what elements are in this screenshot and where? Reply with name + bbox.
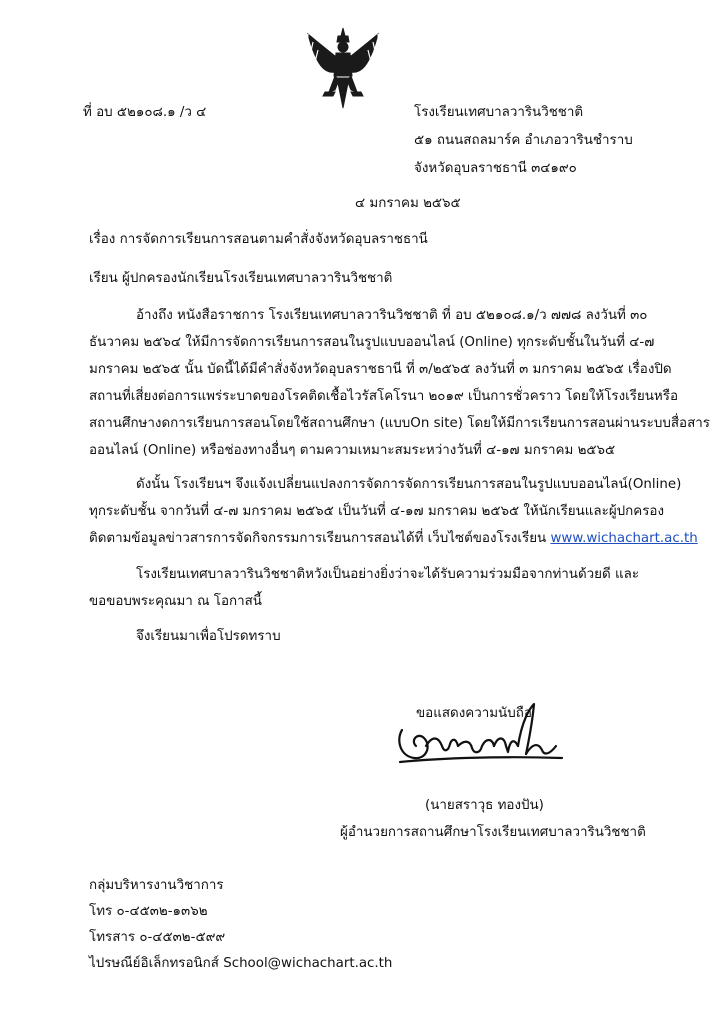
department-name: กลุ่มบริหารงานวิชาการ <box>89 878 224 893</box>
school-name: โรงเรียนเทศบาลวารินวิชชาติ <box>414 105 584 120</box>
school-address-line-1: ๕๑ ถนนสถลมาร์ค อำเภอวารินชำราบ <box>414 133 633 148</box>
signer-title: ผู้อำนวยการสถานศึกษาโรงเรียนเทศบาลวารินวิชชาติ <box>340 825 646 840</box>
signature <box>392 700 568 796</box>
paragraph-2-line-3 <box>89 529 698 549</box>
paragraph-1-line-4: สถานที่เสี่ยงต่อการแพร่ระบาดของโรคติดเชื้อไวรัสโคโรนา ๒๐๑๙ เป็นการชั่วคราว โดยให้โรงเรียนหรือ <box>89 389 678 404</box>
paragraph-1-line-3: มกราคม ๒๕๖๕ นั้น บัดนี้ได้มีคำสั่งจังหวัดอุบลราชธานี ที่ ๓/๒๕๖๕ ลงวันที่ ๓ มกราคม ๒๕๖๕ เรื่องปิด <box>89 362 672 377</box>
contact-email: ไปรษณีย์อิเล็กทรอนิกส์ School@wichachart.ac.th <box>89 956 393 971</box>
phone-number: โทร ๐-๔๕๓๒-๑๓๖๒ <box>89 904 208 919</box>
garuda-emblem <box>305 26 381 110</box>
letter-date: ๔ มกราคม ๒๕๖๕ <box>355 196 461 211</box>
paragraph-1-line-5: สถานศึกษางดการเรียนการสอนโดยใช้สถานศึกษา (แบบOn site) โดยให้มีการเรียนการสอนผ่านระบบสื่อสาร <box>89 416 710 431</box>
regards-line: ขอแสดงความนับถือ <box>416 706 532 721</box>
paragraph-2-line-3-text: ติดตามข้อมูลข่าวสารการจัดกิจกรรมการเรียนการสอนได้ที่ เว็บไซต์ของโรงเรียน <box>89 531 551 546</box>
paragraph-1-line-2: ธันวาคม ๒๕๖๔ ให้มีการจัดการเรียนการสอนในรูปแบบออนไลน์ (Online) ทุกระดับชั้นในวันที่ ๔-๗ <box>89 335 655 350</box>
fax-number: โทรสาร ๐-๔๕๓๒-๕๙๙ <box>89 930 226 945</box>
paragraph-2-line-2: ทุกระดับชั้น จากวันที่ ๔-๗ มกราคม ๒๕๖๕ เป็นวันที่ ๔-๑๗ มกราคม ๒๕๖๕ ให้นักเรียนและผู้ปกครอง <box>89 504 664 519</box>
school-website-link[interactable]: www.wichachart.ac.th <box>550 531 698 546</box>
reference-number: ที่ อบ ๕๒๑๐๘.๑ /ว ๔ <box>83 105 207 120</box>
signer-name: (นายสราวุธ ทองปัน) <box>425 798 544 813</box>
paragraph-1-line-6: ออนไลน์ (Online) หรือช่องทางอื่นๆ ตามความเหมาะสมระหว่างวันที่ ๔-๑๗ มกราคม ๒๕๖๕ <box>89 443 616 458</box>
school-address-line-2: จังหวัดอุบลราชธานี ๓๔๑๙๐ <box>414 161 577 176</box>
paragraph-2-line-1: ดังนั้น โรงเรียนฯ จึงแจ้งเปลี่ยนแปลงการจัดการจัดการเรียนการสอนในรูปแบบออนไลน์(Online) <box>136 477 682 492</box>
closing-sentence: จึงเรียนมาเพื่อโปรดทราบ <box>136 629 281 644</box>
paragraph-3-line-2: ขอขอบพระคุณมา ณ โอกาสนี้ <box>89 594 262 609</box>
recipient-line: เรียน ผู้ปกครองนักเรียนโรงเรียนเทศบาลวารินวิชชาติ <box>89 271 393 286</box>
subject-line: เรื่อง การจัดการเรียนการสอนตามคำสั่งจังหวัดอุบลราชธานี <box>89 232 428 247</box>
paragraph-3-line-1: โรงเรียนเทศบาลวารินวิชชาติหวังเป็นอย่างยิ่งว่าจะได้รับความร่วมมือจากท่านด้วยดี และ <box>136 567 640 582</box>
paragraph-1-line-1: อ้างถึง หนังสือราชการ โรงเรียนเทศบาลวารินวิชชาติ ที่ อบ ๕๒๑๐๘.๑/ว ๗๗๘ ลงวันที่ ๓๐ <box>136 308 648 323</box>
